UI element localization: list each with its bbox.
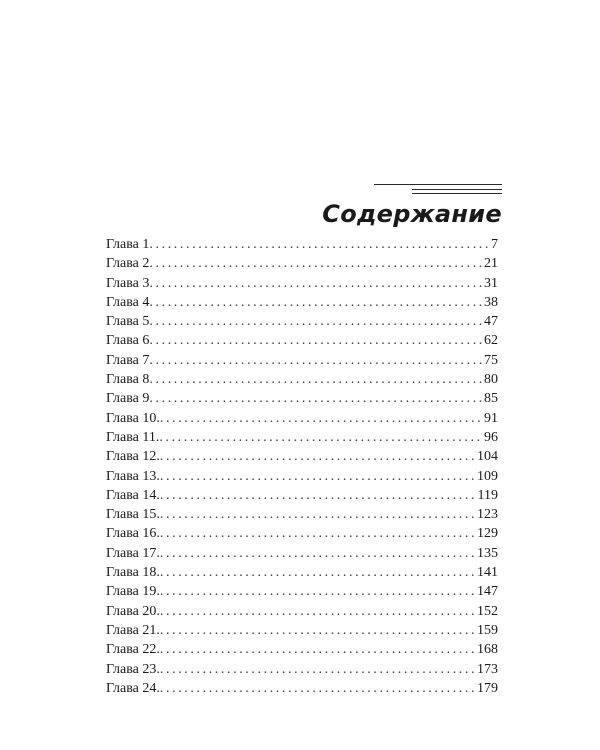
toc-entry-label: Глава 1	[106, 237, 150, 252]
toc-entry-page-number: 80	[484, 372, 498, 388]
toc-leader-dots	[160, 447, 475, 466]
toc-entry-label: Глава 7	[106, 352, 150, 368]
toc-entry[interactable]	[106, 389, 498, 408]
toc-leader-dots	[160, 679, 475, 698]
page-title: Содержание	[322, 200, 502, 228]
decorative-rule	[374, 184, 502, 185]
toc-leader-dots	[149, 389, 482, 408]
toc-entry-label: Глава 11.	[106, 429, 160, 445]
toc-leader-dots	[160, 621, 475, 640]
toc-leader-dots	[160, 486, 476, 505]
toc-entry-label: Глава 13.	[106, 468, 160, 484]
decorative-rule	[412, 189, 502, 190]
toc-entry[interactable]	[106, 351, 498, 370]
toc-leader-dots	[149, 274, 482, 293]
toc-entry-page-number: 96	[484, 429, 498, 445]
toc-entry-label: Глава 21.	[106, 622, 160, 638]
toc-entry[interactable]	[106, 505, 498, 524]
toc-entry-page-number: 109	[477, 468, 498, 484]
toc-entry-page-number: 123	[477, 507, 498, 523]
decorative-rule	[412, 193, 502, 194]
toc-entry-label: Глава 18.	[106, 565, 160, 581]
toc-entry[interactable]	[106, 409, 498, 428]
toc-entry-label: Глава 6	[106, 333, 150, 349]
toc-leader-dots	[160, 563, 475, 582]
toc-entry-page-number: 135	[477, 545, 498, 561]
toc-leader-dots	[149, 235, 489, 254]
toc-entry-label: Глава 20.	[106, 603, 160, 619]
toc-entry-page-number: 91	[484, 410, 498, 426]
toc-entry-page-number: 85	[484, 391, 498, 407]
toc-entry[interactable]	[106, 293, 498, 312]
toc-entry[interactable]	[106, 602, 498, 621]
toc-leader-dots	[159, 428, 482, 447]
toc-entry-label: Глава 10.	[106, 410, 160, 426]
toc-entry-page-number: 173	[477, 661, 498, 677]
toc-entry[interactable]	[106, 563, 498, 582]
toc-entry-page-number: 129	[477, 526, 498, 542]
toc-entry-label: Глава 16.	[106, 526, 160, 542]
toc-entry-label: Глава 12.	[106, 449, 160, 465]
toc-leader-dots	[160, 660, 475, 679]
toc-entry[interactable]	[106, 467, 498, 486]
toc-entry[interactable]	[106, 640, 498, 659]
toc-entry-label: Глава 4	[106, 294, 150, 310]
toc-leader-dots	[149, 370, 482, 389]
toc-entry[interactable]	[106, 428, 498, 447]
toc-entry[interactable]	[106, 621, 498, 640]
toc-entry-page-number: 38	[484, 294, 498, 310]
toc-leader-dots	[160, 582, 475, 601]
toc-leader-dots	[160, 467, 475, 486]
toc-entry-page-number: 21	[484, 256, 498, 272]
toc-entry-label: Глава 17.	[106, 545, 160, 561]
toc-entry-page-number: 147	[477, 584, 498, 600]
toc-entry-page-number: 31	[484, 275, 498, 291]
toc-leader-dots	[160, 640, 475, 659]
toc-leader-dots	[160, 505, 475, 524]
toc-entry[interactable]	[106, 660, 498, 679]
toc-entry[interactable]	[106, 582, 498, 601]
toc-entry-page-number: 47	[484, 314, 498, 330]
toc-leader-dots	[149, 331, 482, 350]
toc-entry[interactable]	[106, 274, 498, 293]
toc-entry[interactable]	[106, 447, 498, 466]
toc-entry[interactable]	[106, 524, 498, 543]
toc-entry[interactable]	[106, 544, 498, 563]
toc-entry-label: Глава 15.	[106, 507, 160, 523]
toc-entry-page-number: 179	[477, 680, 498, 696]
toc-entry[interactable]	[106, 370, 498, 389]
toc-entry-page-number: 168	[477, 642, 498, 658]
toc-entry[interactable]	[106, 486, 498, 505]
toc-leader-dots	[160, 524, 475, 543]
toc-entry-label: Глава 14.	[106, 487, 160, 503]
toc-entry-label: Глава 5	[106, 314, 150, 330]
toc-entry-page-number: 152	[477, 603, 498, 619]
toc-entry-label: Глава 22.	[106, 642, 160, 658]
toc-entry-label: Глава 9	[106, 391, 150, 407]
toc-leader-dots	[160, 544, 475, 563]
toc-entry-label: Глава 19.	[106, 584, 160, 600]
toc-entry-label: Глава 2	[106, 256, 150, 272]
toc-entry-page-number: 159	[477, 622, 498, 638]
toc-leader-dots	[149, 293, 482, 312]
toc-entry-page-number: 104	[477, 449, 498, 465]
toc-entry-label: Глава 24.	[106, 680, 160, 696]
toc-leader-dots	[160, 602, 475, 621]
table-of-contents	[106, 235, 498, 698]
toc-entry-page-number: 141	[477, 565, 498, 581]
toc-entry[interactable]	[106, 331, 498, 350]
toc-entry-page-number: 7	[491, 237, 498, 252]
toc-entry-label: Глава 8	[106, 372, 150, 388]
toc-entry-page-number: 62	[484, 333, 498, 349]
toc-entry[interactable]	[106, 679, 498, 698]
toc-entry[interactable]	[106, 254, 498, 273]
toc-entry-page-number: 119	[477, 487, 498, 503]
toc-leader-dots	[149, 351, 482, 370]
toc-entry-label: Глава 3	[106, 275, 150, 291]
toc-entry[interactable]	[106, 235, 498, 254]
toc-entry[interactable]	[106, 312, 498, 331]
toc-leader-dots	[149, 254, 482, 273]
decorative-rules	[372, 184, 502, 200]
toc-entry-page-number: 75	[484, 352, 498, 368]
toc-leader-dots	[149, 312, 482, 331]
toc-entry-label: Глава 23.	[106, 661, 160, 677]
toc-leader-dots	[160, 409, 482, 428]
